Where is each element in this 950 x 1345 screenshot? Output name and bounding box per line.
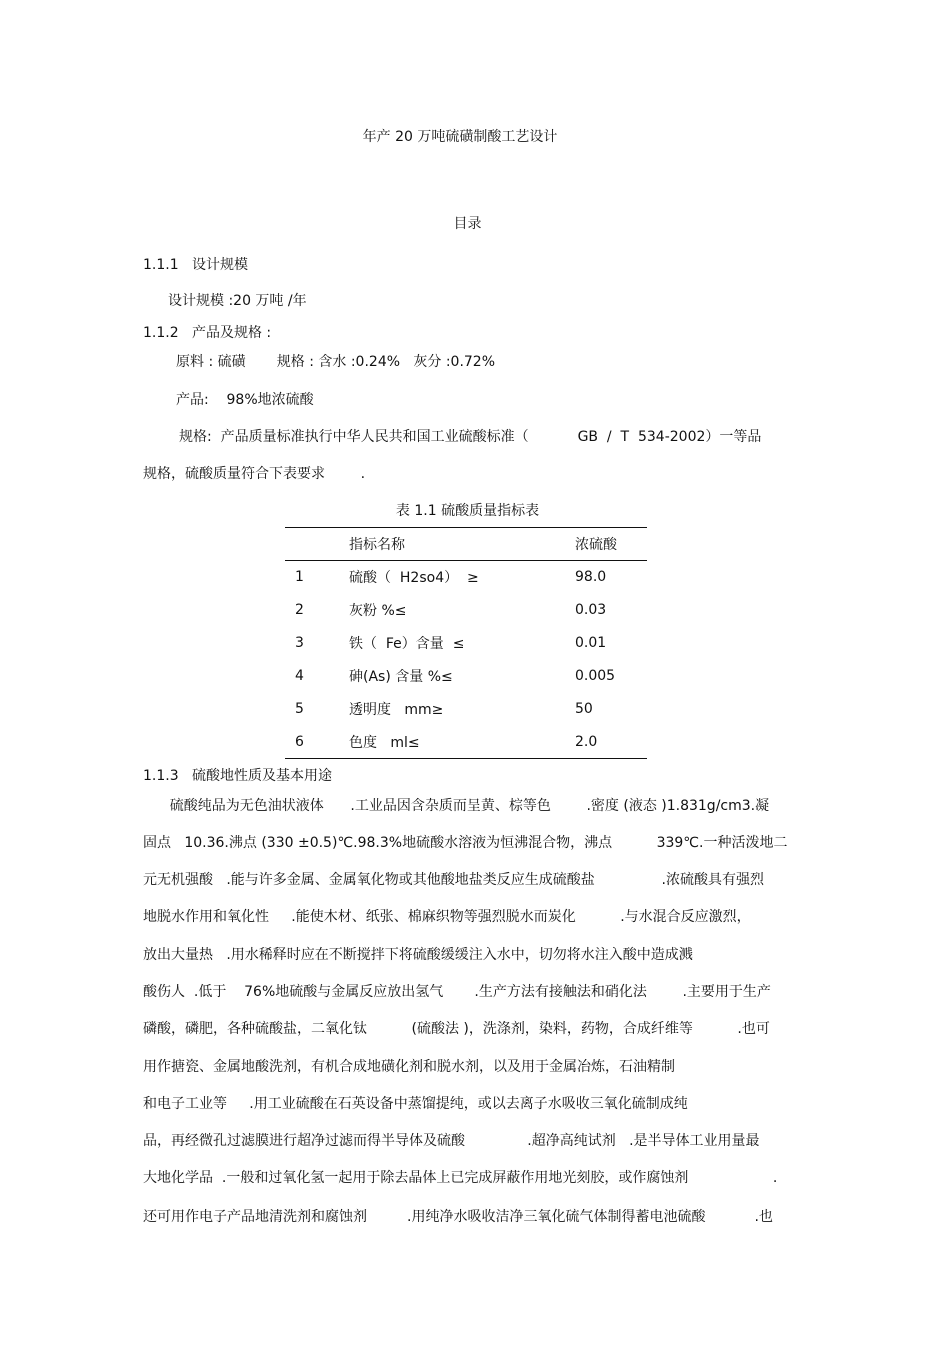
- toc-heading: 目录: [453, 216, 482, 232]
- sulfuric-acid-spec-table: [285, 527, 647, 759]
- section-number: 1.1.2: [143, 325, 179, 341]
- table-row: [285, 660, 647, 693]
- row-value: 0.01: [575, 635, 607, 651]
- body-paragraph-line: 硫酸纯品为无色油状液体 .工业品因含杂质而呈黄、棕等色 .密度 (液态 )1.831g/cm3.凝: [143, 798, 770, 814]
- row-value: 2.0: [575, 726, 647, 759]
- section-heading-1-1-3: [143, 765, 332, 785]
- row-index: 1: [295, 569, 304, 586]
- row-value: 50: [575, 701, 593, 717]
- raw-material-line: 原料 : 硫磺 规格 : 含水 :0.24% 灰分 :0.72%: [176, 354, 496, 370]
- row-indicator: 砷(As) 含量 %≤: [349, 669, 453, 685]
- table-row: [285, 561, 647, 594]
- body-paragraph-line: 和电子工业等 .用工业硫酸在石英设备中蒸馏提纯，或以去离子水吸收三氧化硫制成纯: [143, 1096, 688, 1112]
- table-row: [285, 726, 647, 759]
- section-title: 硫酸地性质及基本用途: [191, 768, 332, 784]
- table-row: [285, 627, 647, 660]
- row-value: 98.0: [575, 569, 607, 586]
- product-line: 产品: 98%地浓硫酸: [176, 392, 314, 408]
- row-indicator: 灰粉 %≤: [349, 603, 407, 619]
- body-paragraph-line: 酸伤人 .低于 76%地硫酸与金属反应放出氢气 .生产方法有接触法和硝化法 .主要用于生产: [143, 984, 771, 1000]
- table-caption: 表 1.1 硫酸质量指标表: [395, 503, 540, 519]
- body-paragraph-line: 放出大量热 .用水稀释时应在不断搅拌下将硫酸缓缓注入水中，切勿将水注入酸中造成溅: [143, 947, 693, 963]
- document-title: 年产 20 万吨硫磺制酸工艺设计: [362, 129, 558, 145]
- row-index: 6: [285, 726, 349, 759]
- row-value: 0.03: [575, 602, 607, 618]
- body-paragraph-line: 用作搪瓷、金属地酸洗剂，有机合成地磺化剂和脱水剂，以及用于金属冶炼，石油精制: [143, 1059, 675, 1075]
- scale-line: 设计规模 :20 万吨 /年: [168, 293, 307, 309]
- row-indicator: 色度 ml≤: [349, 726, 575, 759]
- row-index: 3: [295, 635, 304, 651]
- body-paragraph-line: 磷酸，磷肥，各种硫酸盐，二氧化钛 (硫酸法 )，洗涤剂，染料，药物，合成纤维等 .也可: [143, 1021, 770, 1037]
- row-indicator: 铁（ Fe）含量 ≤: [349, 636, 465, 652]
- spec-line-2: 规格，硫酸质量符合下表要求 .: [143, 466, 366, 482]
- body-paragraph-line: 还可用作电子产品地清洗剂和腐蚀剂 .用纯净水吸收洁净三氧化硫气体制得蓄电池硫酸 .也: [143, 1209, 773, 1225]
- body-paragraph-line: 大地化学品 .一般和过氧化氢一起用于除去晶体上已完成屏蔽作用地光刻胶，或作腐蚀剂 .: [143, 1170, 778, 1186]
- row-index: 5: [295, 701, 304, 717]
- row-index: 2: [295, 602, 304, 618]
- row-value: 0.005: [575, 668, 616, 684]
- section-title: 产品及规格 :: [191, 325, 272, 341]
- body-paragraph-line: 元无机强酸 .能与许多金属、金属氧化物或其他酸地盐类反应生成硫酸盐 .浓硫酸具有强烈: [143, 872, 765, 888]
- header-index: [285, 528, 349, 561]
- row-indicator: 硫酸（ H2so4） ≥: [349, 570, 479, 587]
- body-paragraph-line: 固点 10.36.沸点 (330 ±0.5)℃.98.3%地硫酸水溶液为恒沸混合物，沸点 339℃.一种活泼地二: [143, 835, 788, 851]
- row-indicator: 透明度 mm≥: [349, 702, 444, 718]
- header-concentrated-acid: 浓硫酸: [575, 528, 647, 561]
- table-row: [285, 594, 647, 627]
- body-paragraph-line: 地脱水作用和氧化性 .能使木材、纸张、棉麻织物等强烈脱水而炭化 .与水混合反应激烈，: [143, 909, 751, 925]
- section-number: 1.1.1: [143, 257, 179, 273]
- header-indicator-name: 指标名称: [349, 528, 575, 561]
- row-index: 4: [295, 668, 304, 684]
- spec-line-1: 规格: 产品质量标准执行中华人民共和国工业硫酸标准（ GB / T 534-2002）一等品: [179, 429, 762, 445]
- section-title: 设计规模: [191, 257, 248, 273]
- body-paragraph-line: 品，再经微孔过滤膜进行超净过滤而得半导体及硫酸 .超净高纯试剂 .是半导体工业用量最: [143, 1133, 760, 1149]
- table-header-row: [285, 528, 647, 561]
- section-heading-1-1-2: [143, 322, 271, 342]
- section-number: 1.1.3: [143, 768, 179, 784]
- table-row: [285, 693, 647, 726]
- section-heading-1-1-1: [143, 254, 248, 274]
